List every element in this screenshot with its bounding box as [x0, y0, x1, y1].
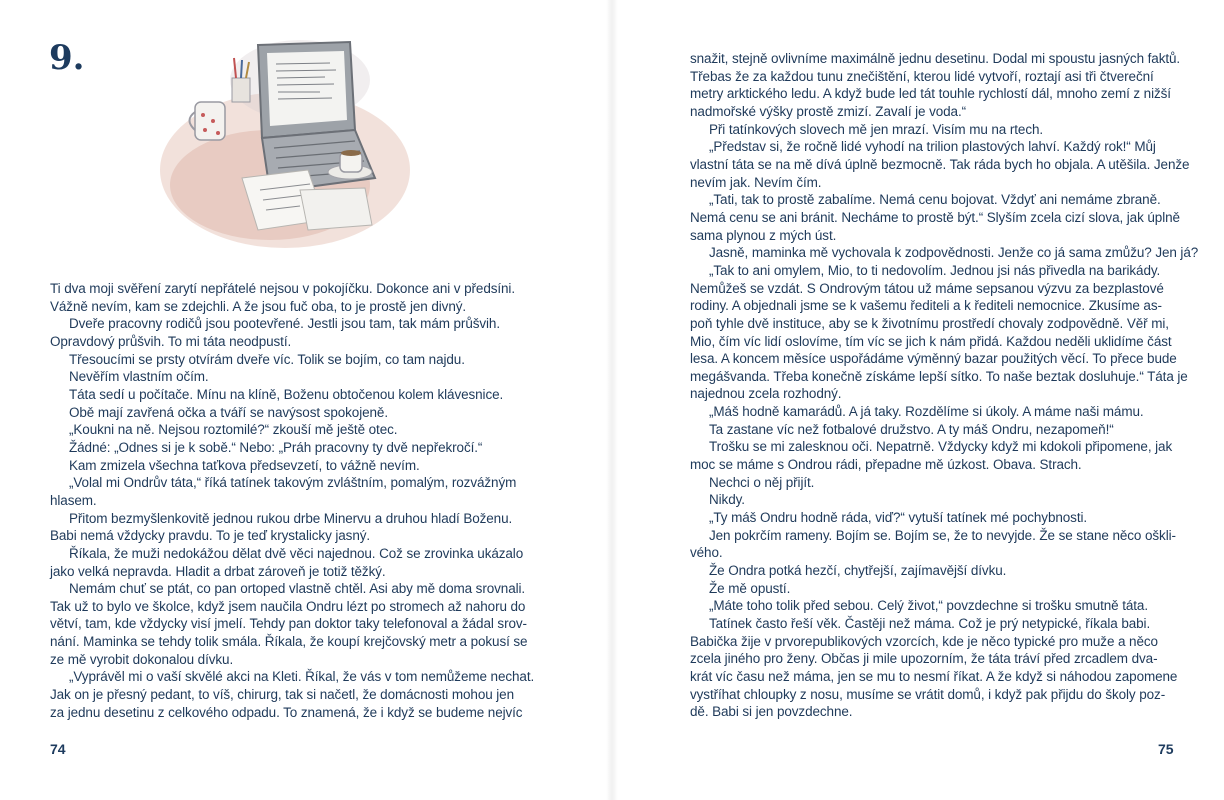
right-page [612, 0, 1224, 800]
text-line: Jen pokrčím rameny. Bojím se. Bojím se, že to nevyjde. Že se stane něco oškli- [709, 527, 1176, 543]
text-line: Tatínek často řeší věk. Častěji než máma. Což je prý netypické, říkala babi. [709, 616, 1151, 631]
text-line: Táta sedí u počítače. Mínu na klíně, Boženu obtočenou kolem klávesnice. [69, 386, 504, 402]
text-line: poň tyhle dvě instituce, aby se k životnímu prostředí chovaly zodpovědně. Věř mi, [690, 315, 1169, 331]
text-line: Babi nemá vždycky pravdu. To je teď krystalicky jasný. [50, 528, 371, 544]
page-number: 74 [50, 741, 66, 757]
text-line: Dveře pracovny rodičů jsou pootevřené. Jestli jsou tam, tak mám průšvih. [69, 316, 500, 332]
text-line: ze mě vyrobit dokonalou dívku. [50, 651, 234, 667]
text-line: Trošku se mi zalesknou oči. Nepatrně. Vždycky když mi kdokoli připomene, jak [709, 439, 1173, 455]
text-line: Nikdy. [709, 492, 745, 508]
text-line: sama plynou z mých úst. [690, 227, 837, 243]
text-line: vého. [690, 545, 723, 561]
text-line: Že mě opustí. [709, 580, 791, 596]
text-line: vlastní táta se na mě dívá úplně bezmocně. Tak ráda bych ho objala. A utěšila. Jenže [690, 156, 1190, 172]
text-line: „Ty máš Ondru hodně ráda, viď?“ vytuší tatínek mé pochybnosti. [709, 510, 1088, 526]
text-line: nevím jak. Nevím čím. [690, 174, 822, 190]
text-line: rodiny. A objednali jsme se k vašemu řediteli a k řediteli nemocnice. Zkusíme as- [690, 298, 1162, 314]
text-line: dě. Babi si jen povzdechne. [690, 704, 853, 720]
text-line: Nevěřím vlastním očím. [69, 369, 209, 385]
text-line: Třesoucími se prsty otvírám dveře víc. Tolik se bojím, co tam najdu. [69, 351, 465, 367]
text-line: „Máš hodně kamarádů. A já taky. Rozdělíme si úkoly. A máme naši mámu. [709, 404, 1144, 420]
text-line: najednou zcela rozhodný. [690, 386, 842, 402]
text-line: Jak on je přesný pedant, to víš, chirurg, tak si načetl, že domácnosti mohou jen [50, 687, 514, 703]
text-line: Ti dva moji svěření zarytí nepřátelé nejsou v pokojíčku. Dokonce ani v předsíni. [50, 281, 515, 296]
text-line: Nemůžeš se vzdát. S Ondrovým tátou už máme sepsanou výzvu za bezplastové [690, 280, 1164, 296]
text-line: Že Ondra potká hezčí, chytřejší, zajímavější dívku. [709, 563, 1007, 579]
text-line: „Volal mi Ondrův táta,“ říká tatínek takovým zvláštním, pomalým, rozvážným [69, 475, 517, 491]
text-line: za jednu desetinu z celkového odpadu. To znamená, že i když se budeme nejvíc [50, 704, 523, 720]
text-line: Vážně nevím, kam se zdejchli. A že jsou fuč oba, to je prostě jen divný. [50, 298, 467, 314]
text-line: metry arktického ledu. A když bude led tát touhle rychlostí dál, mnoho zemí z nižší [690, 86, 1171, 102]
text-line: Kam zmizela všechna taťkova předsevzetí, to vážně nevím. [69, 457, 420, 473]
text-line: krát víc času než máma, jen se mu to nesmí říkat. A že když si náhodou zapomene [690, 668, 1178, 684]
text-line: lesa. A koncem měsíce uspořádáme výměnný bazar použitých věcí. To přece bude [690, 351, 1177, 367]
text-line: vystříhat chloupky z nosu, musíme se vrátit domů, i když pak přijdu do školy poz- [690, 686, 1166, 702]
text-line: Třebas že za každou tunu znečištění, kterou lidé vytvoří, roztají asi tři čtvereční [690, 68, 1154, 84]
text-line: Žádné: „Odnes si je k sobě.“ Nebo: „Práh pracovny ty dvě nepřekročí.“ [69, 439, 483, 455]
text-line: větví, tam, kde vždycky visí jmelí. Tehdy pan doktor taky telefonoval a žádal srov- [50, 616, 527, 632]
text-line: Ta zastane víc než fotbalové družstvo. A ty máš Ondru, nezapomeň!“ [709, 421, 1114, 437]
text-line: zcela jiného pro ženy. Občas ji mile upozorním, že táta tráví před zrcadlem dva- [690, 651, 1158, 667]
text-line: jako velká nepravda. Hladit a drbat zároveň je totiž těžký. [50, 563, 386, 579]
left-page-text [50, 280, 560, 721]
text-line: „Máte toho tolik před sebou. Celý život,“ povzdechne si trošku smutně táta. [709, 598, 1148, 614]
text-line: „Představ si, že ročně lidé vyhodí na trilion plastových lahví. Každý rok!“ Můj [709, 139, 1156, 155]
text-line: „Koukni na ně. Nejsou roztomilé?“ zkouší mě ještě otec. [69, 422, 398, 438]
text-line: Tak už to bylo ve školce, když jsem naučila Ondru lézt po stromech až nahoru do [50, 598, 526, 614]
text-line: Nemá cenu se ani bránit. Necháme to prostě být.“ Slyším zcela cizí slova, jak úplně [690, 209, 1180, 225]
text-line: Nechci o něj přijít. [709, 474, 815, 490]
text-line: Říkala, že muži nedokážou dělat dvě věci najednou. Což se zrovinka ukázalo [69, 545, 524, 561]
text-line: megášvanda. Třeba konečně získáme lepší sítko. To naše beztak dosluhuje.“ Táta je [690, 368, 1188, 384]
text-line: Mio, čím víc lidí oslovíme, tím víc se jich k nám přidá. Každou neděli uklidíme část [690, 333, 1172, 349]
text-line: nadmořské výšky prostě zmizí. Zavalí je voda.“ [690, 103, 966, 119]
text-line: Přitom bezmyšlenkovitě jednou rukou drbe Minervu a druhou hladí Boženu. [69, 510, 513, 526]
text-line: „Tak to ani omylem, Mio, to ti nedovolím. Jednou jsi nás přivedla na barikády. [709, 262, 1161, 278]
text-line: hlasem. [50, 492, 97, 508]
right-page-text [690, 50, 1200, 721]
text-line: snažit, stejně ovlivníme maximálně jednu desetinu. Dodal mi spoustu jasných faktů. [690, 51, 1181, 66]
text-line: Nemám chuť se ptát, co pan ortoped vlastně chtěl. Asi aby mě doma srovnali. [69, 581, 526, 597]
laptop-illustration-icon [150, 20, 410, 260]
text-line: Obě mají zavřená očka a tváří se navýsost spokojeně. [69, 404, 388, 420]
text-line: Při tatínkových slovech mě jen mrazí. Visím mu na rtech. [709, 121, 1044, 137]
text-line: Jasně, maminka mě vychovala k zodpovědnosti. Jenže co já sama zmůžu? Jen já? [709, 245, 1199, 261]
chapter-number: 9. [49, 38, 85, 78]
text-line: nání. Maminka se tehdy tolik smála. Říkala, že koupí krejčovský metr a pokusí se [50, 634, 528, 650]
text-line: Babička žije v prvorepublikových vzorcích, kde je něco typické pro muže a něco [690, 633, 1158, 649]
text-line: Opravdový průšvih. To mi táta neodpustí. [50, 333, 292, 349]
text-line: moc se máme s Ondrou rádi, přepadne mě úzkost. Obava. Strach. [690, 457, 1082, 473]
page-number: 75 [1158, 741, 1174, 757]
text-line: „Tati, tak to prostě zabalíme. Nemá cenu bojovat. Vždyť ani nemáme zbraně. [709, 192, 1161, 208]
text-line: „Vyprávěl mi o vaší skvělé akci na Kleti. Říkal, že vás v tom nemůžeme nechat. [69, 669, 535, 685]
